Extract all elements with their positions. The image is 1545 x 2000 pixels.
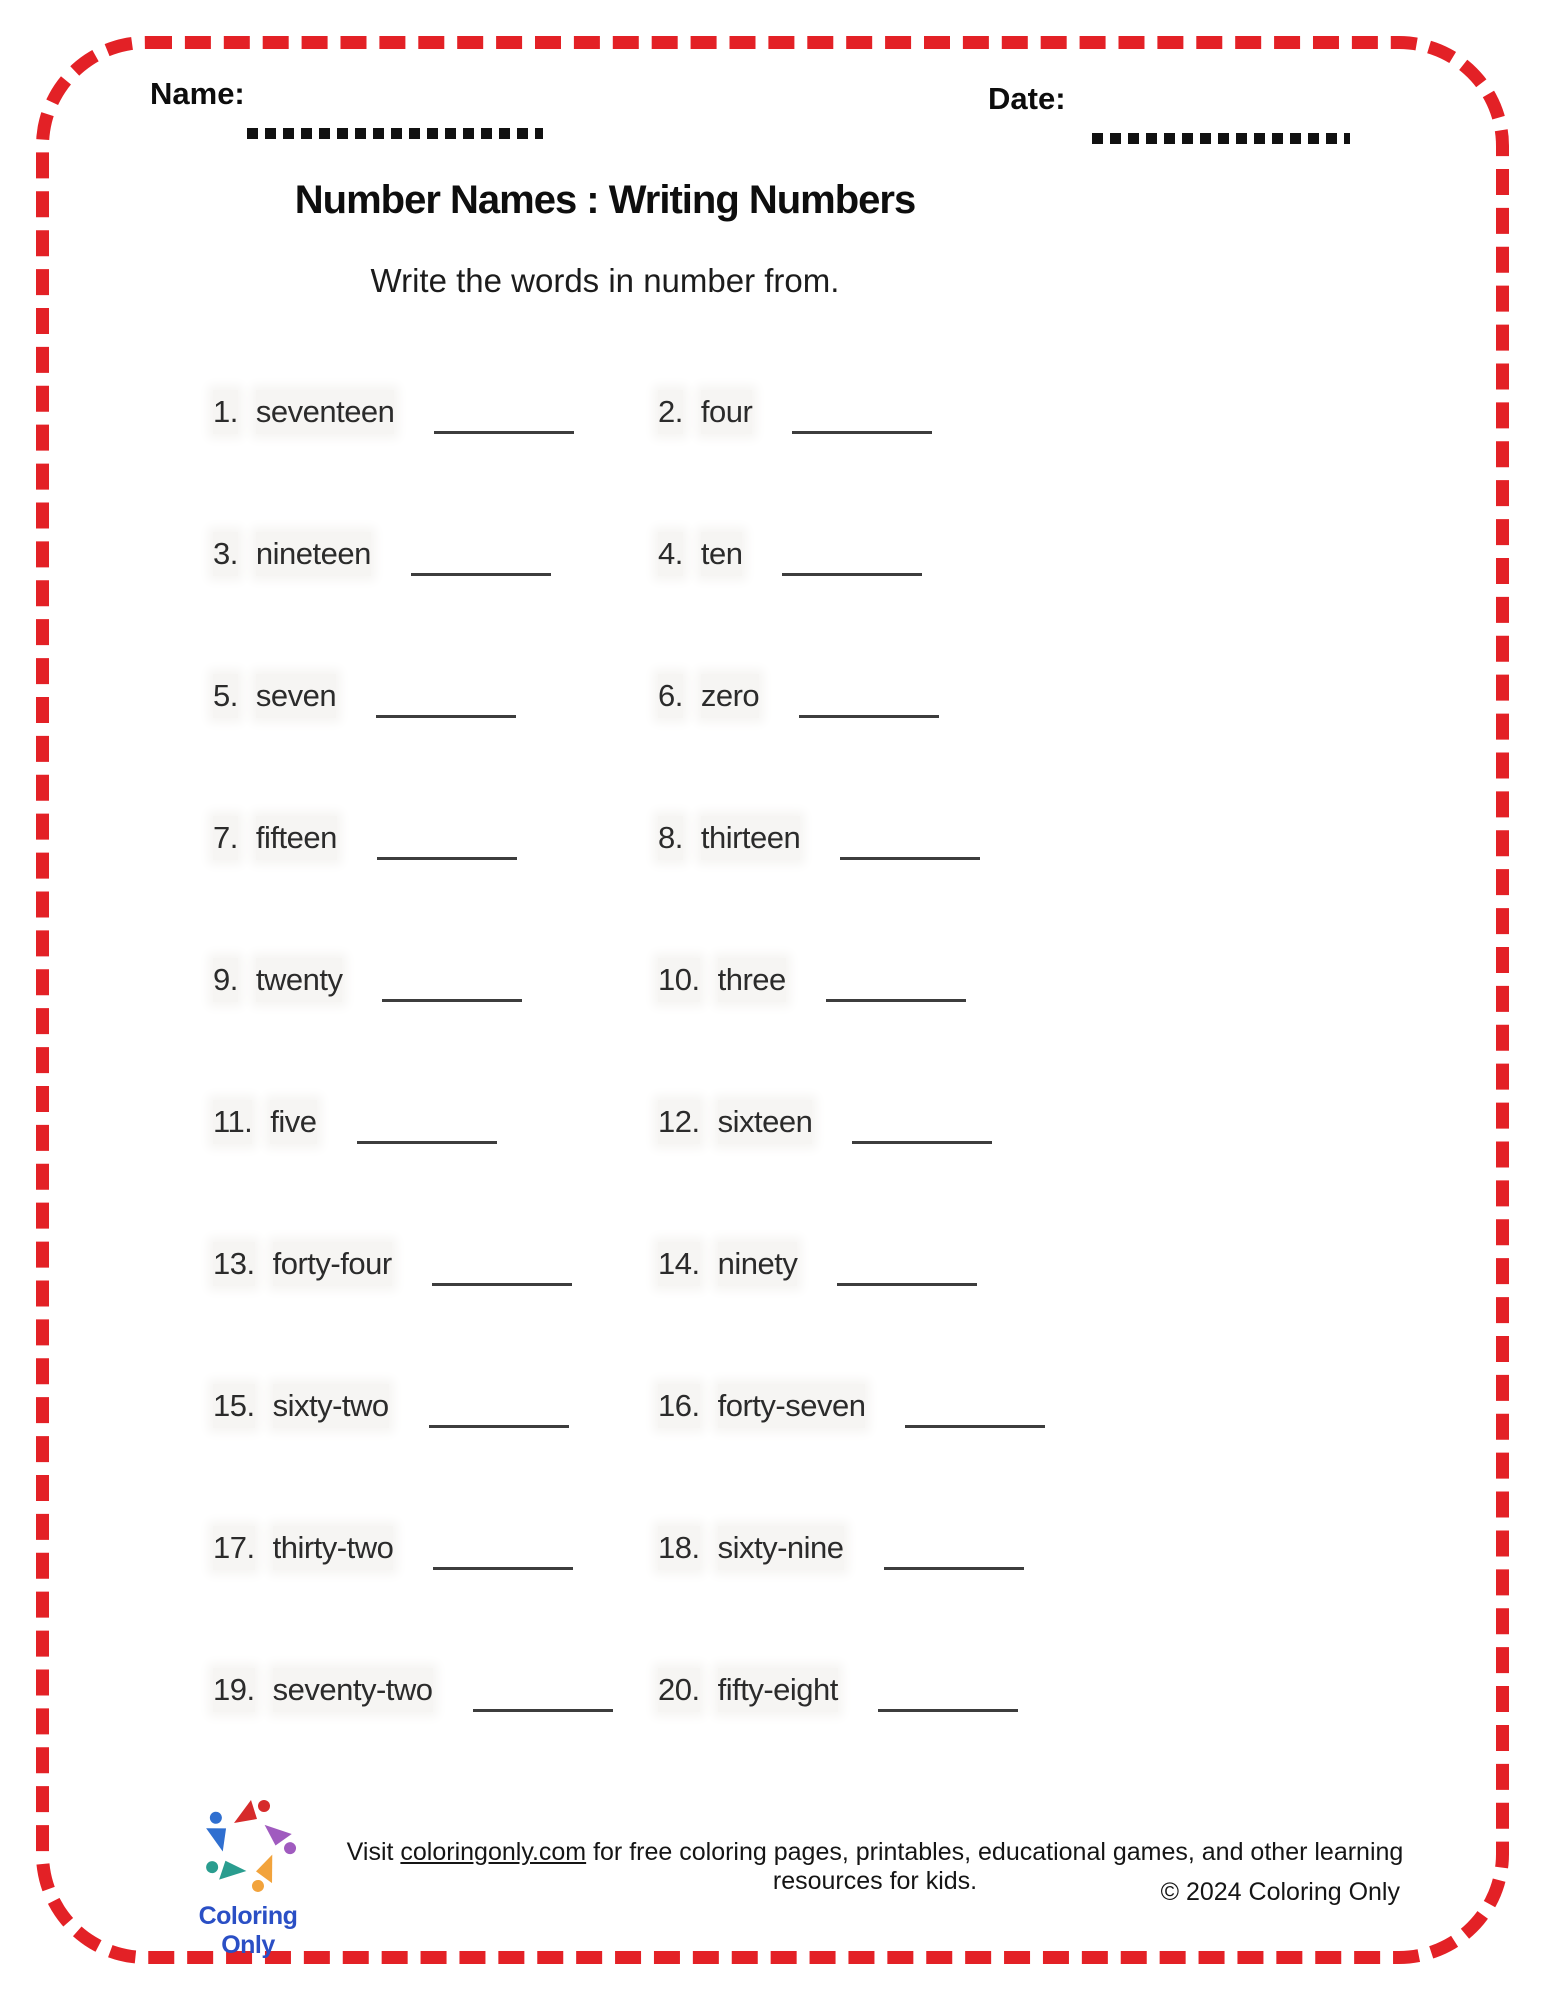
item-word: ninety — [718, 1242, 798, 1286]
name-label: Name: — [150, 76, 245, 111]
item-number: 15. — [213, 1384, 255, 1428]
page-title: Number Names : Writing Numbers — [294, 178, 916, 222]
visit-suffix: for free coloring pages, printables, educational games, and other learning resources for kids. — [586, 1838, 1404, 1895]
worksheet-item — [213, 1384, 658, 1428]
date-label: Date: — [988, 81, 1066, 116]
worksheet-item — [658, 390, 1053, 434]
item-number: 18. — [658, 1526, 700, 1570]
item-number: 17. — [213, 1526, 255, 1570]
worksheet-item — [213, 674, 658, 718]
item-number: 16. — [658, 1384, 700, 1428]
item-word: fifteen — [256, 816, 337, 860]
brand-name: Coloring Only — [198, 1902, 298, 1959]
coloring-only-logo-icon — [198, 1795, 298, 1895]
answer-blank — [473, 1679, 613, 1712]
item-word: thirteen — [701, 816, 800, 860]
item-word: sixty-two — [273, 1384, 389, 1428]
answer-blank — [357, 1111, 497, 1144]
answer-blank — [429, 1395, 569, 1428]
date-dotted-line — [1092, 133, 1350, 144]
visit-prefix: Visit — [346, 1838, 401, 1866]
item-number: 7. — [213, 816, 238, 860]
worksheet-item — [658, 1100, 1053, 1144]
item-word: seventy-two — [273, 1668, 433, 1712]
item-number: 9. — [213, 958, 238, 1002]
item-number: 20. — [658, 1668, 700, 1712]
item-number: 2. — [658, 390, 683, 434]
item-word: ten — [701, 532, 743, 576]
item-number: 6. — [658, 674, 683, 718]
item-number: 12. — [658, 1100, 700, 1144]
worksheet-item — [213, 1242, 658, 1286]
worksheet-item — [213, 532, 658, 576]
worksheet-item — [213, 390, 658, 434]
answer-blank — [434, 401, 574, 434]
worksheet-item — [658, 1526, 1053, 1570]
item-number: 8. — [658, 816, 683, 860]
coloringonly-link[interactable]: coloringonly.com — [400, 1838, 587, 1866]
answer-blank — [878, 1679, 1018, 1712]
answer-blank — [852, 1111, 992, 1144]
page-subtitle: Write the words in number from. — [370, 262, 840, 299]
answer-blank — [382, 969, 522, 1002]
item-number: 5. — [213, 674, 238, 718]
answer-blank — [905, 1395, 1045, 1428]
item-word: twenty — [256, 958, 343, 1002]
item-number: 11. — [213, 1100, 252, 1144]
worksheet-item — [658, 1668, 1053, 1712]
item-word: sixty-nine — [718, 1526, 844, 1570]
answer-blank — [826, 969, 966, 1002]
answer-blank — [799, 685, 939, 718]
item-number: 4. — [658, 532, 683, 576]
worksheet-item — [213, 1668, 658, 1712]
item-number: 19. — [213, 1668, 255, 1712]
worksheet-item — [658, 816, 1053, 860]
item-word: sixteen — [718, 1100, 813, 1144]
item-word: four — [701, 390, 752, 434]
worksheet-grid — [213, 390, 1053, 1712]
item-number: 3. — [213, 532, 238, 576]
answer-blank — [432, 1253, 572, 1286]
item-word: seventeen — [256, 390, 395, 434]
worksheet-item — [213, 958, 658, 1002]
answer-blank — [376, 685, 516, 718]
item-word: zero — [701, 674, 759, 718]
item-number: 10. — [658, 958, 700, 1002]
item-word: three — [718, 958, 786, 1002]
answer-blank — [433, 1537, 573, 1570]
item-number: 1. — [213, 390, 238, 434]
answer-blank — [377, 827, 517, 860]
worksheet-item — [213, 1100, 658, 1144]
worksheet-item — [213, 1526, 658, 1570]
item-word: thirty-two — [273, 1526, 394, 1570]
item-number: 13. — [213, 1242, 255, 1286]
answer-blank — [792, 401, 932, 434]
item-word: fifty-eight — [718, 1668, 838, 1712]
item-word: forty-seven — [718, 1384, 866, 1428]
worksheet-item — [658, 1384, 1053, 1428]
answer-blank — [837, 1253, 977, 1286]
item-word: seven — [256, 674, 336, 718]
copyright-text: © 2024 Coloring Only — [1160, 1878, 1400, 1906]
item-number: 14. — [658, 1242, 700, 1286]
item-word: nineteen — [256, 532, 371, 576]
answer-blank — [782, 543, 922, 576]
coloring-only-logo — [178, 1795, 318, 1960]
name-dotted-line — [247, 128, 543, 139]
answer-blank — [411, 543, 551, 576]
item-word: forty-four — [273, 1242, 392, 1286]
answer-blank — [884, 1537, 1024, 1570]
answer-blank — [840, 827, 980, 860]
worksheet-item — [658, 674, 1053, 718]
worksheet-item — [658, 1242, 1053, 1286]
worksheet-item — [658, 532, 1053, 576]
item-word: five — [270, 1100, 316, 1144]
worksheet-item — [658, 958, 1053, 1002]
worksheet-item — [213, 816, 658, 860]
